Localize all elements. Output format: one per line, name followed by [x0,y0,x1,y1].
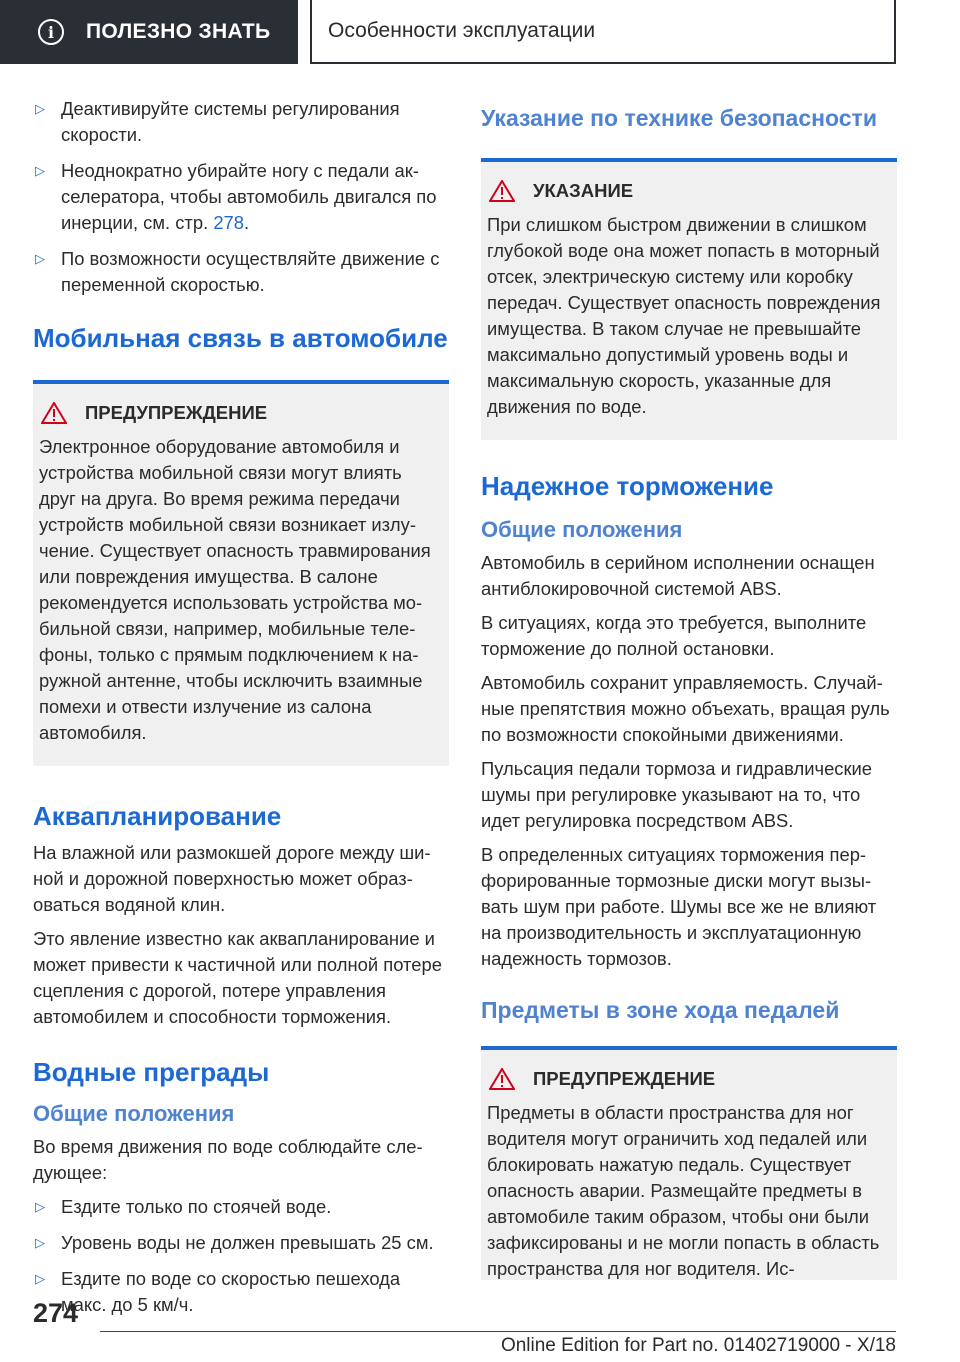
warning-text: Электронное оборудование автомобиля и устройства мобильной связи могут влиять друг на друга. Во время режима передачи устройств мобильной связи возникает излучение. Существует опасность травмирования или повреждения имущества. В салоне рекомендуется использовать устройства мобильной связи, например, мобильные телефоны, только с прямым подключением к наружной антенне, чтобы исключить взаимные помехи и отвести излучение из салона автомобиля. [39,436,431,743]
list-item [33,1230,449,1256]
list-item-text: Ездите по воде со скоростью пешехода макс. до 5 км/ч. [61,1268,401,1315]
page-reference-link[interactable]: 278 [213,212,245,233]
section-title-mobile: Мобильная связь в автомобиле [33,323,448,353]
warning-triangle-icon [489,180,515,202]
paragraph: Автомобиль сохранит управляемость. Случайные препятствия можно объехать, вращая руль по возможности спокойными движениями. [481,672,890,745]
warning-text: Предметы в области пространства для ног водителя могут ограничить ход педалей или блокировать нажатую педаль. Существует опасность аварии. Размещайте предметы в автомобиле таким образом, чтобы они были зафиксированы и не могли попасть в область пространства для ног водителя. Ис- [487,1102,880,1279]
paragraph: В ситуациях, когда это требуется, выполните торможение до полной остановки. [481,612,867,659]
footer-edition: Online Edition for Part no. 01402719000 - X/18 [500,1335,896,1356]
list-item-text-end: . [244,212,250,233]
section-title-braking: Надежное торможение [481,471,774,501]
list-item-text: Ездите только по стоячей воде. [61,1196,332,1217]
paragraph: В определенных ситуациях торможения перфорированные тормозные диски могут вызывать шум при работе. Шумы все же не влияют на производительность и эксплуатационную надежность тормозов. [481,844,877,969]
triangle-bullet-icon: ▷ [35,1235,45,1250]
left-column [33,96,449,1328]
triangle-bullet-icon: ▷ [35,1199,45,1214]
notice-title [487,180,889,202]
list-item-text [61,158,449,236]
list-item [33,158,449,236]
footer-divider [100,1331,896,1332]
warning-triangle-icon [41,402,67,424]
triangle-bullet-icon: ▷ [35,101,45,116]
notice-text: При слишком быстром движении в слишком глубокой воде она может попасть в моторный отсек, электрическую систему или коробку передач. Существует опасность повреждения имущества. В таком случае не превышайте максимально допустимый уровень воды и максимальную скорость, указанные для движения по воде. [487,214,881,417]
triangle-bullet-icon: ▷ [35,163,45,178]
warning-box [33,380,449,766]
warning-title [39,402,441,424]
header-category-label: ПОЛЕЗНО ЗНАТЬ [86,20,271,43]
header-category [0,0,298,64]
right-column [481,96,897,1300]
list-item-text: Уровень воды не должен превышать 25 см. [61,1232,434,1253]
header-section [310,0,896,64]
warning-title-text: ПРЕДУПРЕЖДЕНИЕ [85,402,268,423]
list-item [33,246,449,298]
section-title-water: Водные преграды [33,1057,270,1087]
paragraph: Во время движения по воде соблюдайте следующее: [33,1136,423,1183]
page-header [0,0,960,68]
paragraph: Автомобиль в серийном исполнении оснащен антиблокировочной системой ABS. [481,552,875,599]
list-item [33,1194,449,1220]
list-item-text-main: Неоднократно убирайте ногу с педали акселератора, чтобы автомобиль двигался по инерции, см. стр. [61,160,437,233]
warning-box [481,1046,897,1280]
warning-title-text: ПРЕДУПРЕЖДЕНИЕ [533,1068,716,1089]
paragraph: На влажной или размокшей дороге между шиной и дорожной поверхностью может образоваться водяной клин. [33,842,431,915]
subsection-title: Общие положения [481,517,683,542]
warning-triangle-icon [489,1068,515,1090]
list-item [33,1266,449,1318]
list-item-text: По возможности осуществляйте движение с переменной скоростью. [61,248,440,295]
section-title-pedals: Предметы в зоне хода педалей [481,997,840,1023]
triangle-bullet-icon: ▷ [35,251,45,266]
notice-title-text: УКАЗАНИЕ [533,180,634,201]
subsection-title: Общие положения [33,1101,235,1126]
header-section-label: Особенности эксплуатации [328,19,596,42]
section-title-safety: Указание по технике безопасности [481,105,877,131]
notice-box [481,158,897,440]
page-number: 274 [33,1298,79,1328]
triangle-bullet-icon: ▷ [35,1271,45,1286]
warning-title [487,1068,889,1090]
list-item-text: Деактивируйте системы регулирования скорости. [61,98,400,145]
info-icon: i [38,19,64,45]
paragraph: Это явление известно как аквапланирование и может привести к частичной или полной потере сцепления с дорогой, потере управления автомобилем и способности торможения. [33,928,442,1027]
list-item [33,96,449,148]
section-title-aquaplaning: Аквапланирование [33,801,282,831]
paragraph: Пульсация педали тормоза и гидравлические шумы при регулировке указывают на то, что идет регулировка посредством ABS. [481,758,873,831]
